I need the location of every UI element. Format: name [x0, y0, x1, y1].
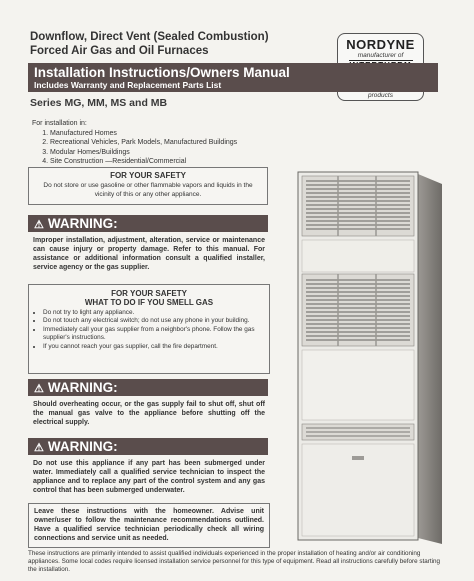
warning-label: WARNING: — [47, 380, 118, 395]
furnace-side-panel — [418, 174, 442, 544]
gas-smell-list — [29, 309, 269, 351]
list-item: • Immediately call your gas supplier from a neighbor's phone. Follow the gas supplier's instructions. — [43, 326, 269, 343]
gas-smell-title-2: WHAT TO DO IF YOU SMELL GAS — [84, 298, 214, 307]
warning-label: WARNING: — [47, 216, 118, 231]
doc-title-line1: Downflow, Direct Vent (Sealed Combustion) — [30, 31, 269, 43]
logo-products: products — [368, 92, 393, 99]
warning-triangle-icon: ⚠ — [34, 219, 44, 231]
warning-triangle-icon: ⚠ — [34, 383, 44, 395]
warning-triangle-icon: ⚠ — [34, 442, 44, 454]
list-item: • Do not touch any electrical switch; do not use any phone in your building. — [43, 317, 269, 325]
warning-label: WARNING: — [47, 439, 118, 454]
series-heading: Series MG, MM, MS and MB — [30, 97, 168, 109]
leave-instructions-box — [28, 503, 270, 548]
leave-instructions-text: Leave these instructions with the homeowner. Advise unit owner/user to follow the maintenance recommendations outlined. Have a qualified service technician periodically check all wiring connections and service unit as needed. — [34, 508, 264, 542]
warning-banner-1 — [28, 215, 268, 232]
door-handle — [352, 456, 364, 460]
banner-subtitle: Includes Warranty and Replacement Parts List — [34, 80, 222, 90]
installation-list — [32, 119, 237, 167]
list-item: 2. Recreational Vehicles, Park Models, Manufactured Buildings — [50, 138, 237, 148]
installation-intro: For installation in: — [32, 120, 87, 127]
gas-smell-title-1: FOR YOUR SAFETY — [111, 289, 187, 298]
manual-banner — [28, 63, 438, 92]
warning-text-1: Improper installation, adjustment, alteration, service or maintenance can cause injury or property damage. Refer to this manual. For assistance or additional information consult a qualified installer, service agency or the gas supplier. — [33, 237, 265, 271]
safety-box — [28, 167, 268, 205]
safety-title: FOR YOUR SAFETY — [110, 171, 186, 180]
warning-banner-2 — [28, 379, 268, 396]
safety-body: Do not store or use gasoline or other flammable vapors and liquids in the vicinity of this or any other appliance. — [43, 182, 253, 198]
list-item: • If you cannot reach your gas supplier, call the fire department. — [43, 343, 269, 351]
warning-banner-3 — [28, 438, 268, 455]
warning-text-3: Do not use this appliance if any part has been submerged under water. Immediately call a qualified service technician to inspect the appliance and to replace any part of the control system and any gas control that has been submerged underwater. — [33, 460, 265, 494]
list-item: 1. Manufactured Homes — [50, 129, 237, 139]
warning-text-2: Should overheating occur, or the gas supply fail to shut off, shut off the manual gas valve to the appliance before shutting off the electrical supply. — [33, 401, 265, 426]
furnace-illustration — [296, 170, 444, 548]
logo-name: NORDYNE — [346, 37, 415, 52]
top-louver-panel — [302, 176, 414, 236]
lower-door-panel — [302, 350, 414, 420]
middle-louver-panel — [302, 274, 414, 346]
banner-title: Installation Instructions/Owners Manual — [34, 65, 290, 80]
list-item: • Do not try to light any appliance. — [43, 309, 269, 317]
lower-louver-panel — [302, 424, 414, 440]
doc-title-line2: Forced Air Gas and Oil Furnaces — [30, 45, 209, 57]
list-item: 4. Site Construction —Residential/Commercial — [50, 157, 237, 167]
list-item: 3. Modular Homes/Buildings — [50, 148, 237, 158]
footer-note: These instructions are primarily intended to assist qualified individuals experienced in the proper installation of heating and/or air conditioning appliances. Some local codes require licensed installation service personnel for this type of equipment. Read all instructions carefully before starting the installation. — [28, 550, 440, 573]
gas-smell-box — [28, 284, 270, 374]
logo-tagline: manufacturer of — [357, 52, 404, 59]
